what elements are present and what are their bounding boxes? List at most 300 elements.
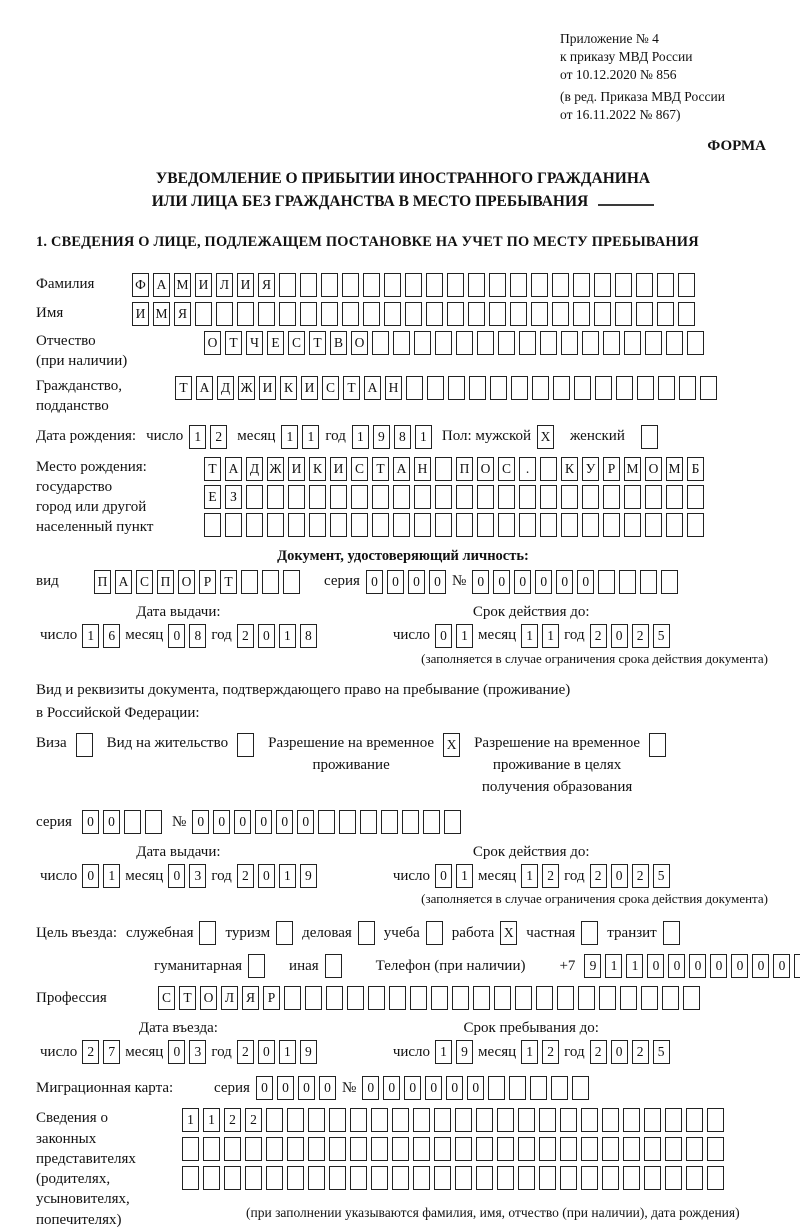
char-cell[interactable] [658, 376, 675, 400]
char-cell[interactable]: . [519, 457, 536, 481]
char-cell[interactable] [434, 1137, 451, 1161]
char-cell[interactable]: Я [258, 273, 275, 297]
char-cell[interactable]: 1 [182, 1108, 199, 1132]
char-cell[interactable] [363, 273, 380, 297]
char-cell[interactable] [624, 513, 641, 537]
char-cell[interactable] [574, 376, 591, 400]
char-cell[interactable] [435, 331, 452, 355]
char-cell[interactable] [245, 1166, 262, 1190]
char-cell[interactable]: Т [220, 570, 237, 594]
char-cell[interactable]: 9 [300, 1040, 317, 1064]
char-cell[interactable] [413, 1137, 430, 1161]
char-cell[interactable] [603, 331, 620, 355]
char-cell[interactable] [518, 1108, 535, 1132]
char-cell[interactable]: 0 [255, 810, 272, 834]
char-cell[interactable] [350, 1166, 367, 1190]
char-cell[interactable] [489, 302, 506, 326]
char-cell[interactable] [578, 986, 595, 1010]
char-cell[interactable] [581, 1166, 598, 1190]
char-cell[interactable]: 9 [584, 954, 601, 978]
char-cell[interactable] [372, 331, 389, 355]
char-cell[interactable] [371, 1108, 388, 1132]
char-cell[interactable]: 0 [472, 570, 489, 594]
char-cell[interactable] [560, 1166, 577, 1190]
char-cell[interactable] [665, 1108, 682, 1132]
char-cell[interactable] [497, 1108, 514, 1132]
char-cell[interactable]: 1 [279, 1040, 296, 1064]
char-cell[interactable]: 1 [279, 624, 296, 648]
char-cell[interactable] [284, 986, 301, 1010]
char-cell[interactable] [540, 513, 557, 537]
char-cell[interactable] [552, 273, 569, 297]
char-cell[interactable] [594, 273, 611, 297]
edu-residence-checkbox[interactable] [649, 733, 666, 757]
char-cell[interactable]: 0 [556, 570, 573, 594]
char-cell[interactable]: Д [246, 457, 263, 481]
char-cell[interactable] [666, 331, 683, 355]
char-cell[interactable] [279, 302, 296, 326]
char-cell[interactable] [434, 1166, 451, 1190]
char-cell[interactable] [329, 1108, 346, 1132]
char-cell[interactable]: 2 [632, 1040, 649, 1064]
char-cell[interactable]: 1 [435, 1040, 452, 1064]
char-cell[interactable] [384, 273, 401, 297]
char-cell[interactable] [498, 485, 515, 509]
char-cell[interactable] [351, 513, 368, 537]
char-cell[interactable]: Ч [246, 331, 263, 355]
char-cell[interactable] [623, 1108, 640, 1132]
char-cell[interactable]: 7 [103, 1040, 120, 1064]
char-cell[interactable] [531, 273, 548, 297]
char-cell[interactable]: 3 [189, 864, 206, 888]
char-cell[interactable] [426, 302, 443, 326]
char-cell[interactable]: С [288, 331, 305, 355]
char-cell[interactable] [560, 1108, 577, 1132]
char-cell[interactable]: 2 [542, 864, 559, 888]
char-cell[interactable] [645, 331, 662, 355]
char-cell[interactable]: М [624, 457, 641, 481]
char-cell[interactable] [623, 1137, 640, 1161]
char-cell[interactable] [530, 1076, 547, 1100]
char-cell[interactable] [582, 513, 599, 537]
char-cell[interactable] [640, 570, 657, 594]
char-cell[interactable]: 2 [237, 1040, 254, 1064]
char-cell[interactable] [246, 485, 263, 509]
char-cell[interactable]: 0 [611, 1040, 628, 1064]
char-cell[interactable] [321, 302, 338, 326]
char-cell[interactable]: Е [267, 331, 284, 355]
tourism-checkbox[interactable] [276, 921, 293, 945]
char-cell[interactable] [384, 302, 401, 326]
temp-residence-checkbox[interactable]: X [443, 733, 460, 757]
char-cell[interactable] [267, 513, 284, 537]
char-cell[interactable]: С [322, 376, 339, 400]
char-cell[interactable] [305, 986, 322, 1010]
char-cell[interactable] [665, 1137, 682, 1161]
char-cell[interactable]: 0 [276, 810, 293, 834]
char-cell[interactable] [581, 1108, 598, 1132]
char-cell[interactable] [372, 485, 389, 509]
char-cell[interactable]: 6 [103, 624, 120, 648]
char-cell[interactable]: 0 [731, 954, 748, 978]
char-cell[interactable]: 0 [467, 1076, 484, 1100]
char-cell[interactable] [266, 1137, 283, 1161]
char-cell[interactable] [392, 1137, 409, 1161]
commercial-checkbox[interactable] [358, 921, 375, 945]
char-cell[interactable] [473, 986, 490, 1010]
char-cell[interactable]: 9 [300, 864, 317, 888]
char-cell[interactable]: 0 [297, 810, 314, 834]
char-cell[interactable]: 0 [611, 624, 628, 648]
char-cell[interactable]: 2 [542, 1040, 559, 1064]
char-cell[interactable]: П [94, 570, 111, 594]
char-cell[interactable]: 2 [590, 624, 607, 648]
char-cell[interactable]: Ж [238, 376, 255, 400]
char-cell[interactable] [510, 302, 527, 326]
char-cell[interactable]: А [196, 376, 213, 400]
char-cell[interactable] [447, 302, 464, 326]
char-cell[interactable]: 0 [425, 1076, 442, 1100]
char-cell[interactable]: 9 [456, 1040, 473, 1064]
char-cell[interactable] [225, 513, 242, 537]
char-cell[interactable] [393, 331, 410, 355]
char-cell[interactable]: Н [385, 376, 402, 400]
char-cell[interactable]: 0 [213, 810, 230, 834]
char-cell[interactable] [216, 302, 233, 326]
char-cell[interactable] [683, 986, 700, 1010]
char-cell[interactable]: 0 [234, 810, 251, 834]
char-cell[interactable] [616, 376, 633, 400]
char-cell[interactable]: 1 [281, 425, 298, 449]
char-cell[interactable] [204, 513, 221, 537]
char-cell[interactable] [434, 1108, 451, 1132]
char-cell[interactable] [381, 810, 398, 834]
char-cell[interactable] [539, 1108, 556, 1132]
char-cell[interactable]: И [301, 376, 318, 400]
char-cell[interactable] [497, 1137, 514, 1161]
char-cell[interactable] [392, 1166, 409, 1190]
char-cell[interactable]: 2 [632, 864, 649, 888]
char-cell[interactable] [707, 1108, 724, 1132]
char-cell[interactable]: 2 [224, 1108, 241, 1132]
char-cell[interactable] [552, 302, 569, 326]
char-cell[interactable]: 0 [647, 954, 664, 978]
char-cell[interactable] [657, 273, 674, 297]
char-cell[interactable]: Я [174, 302, 191, 326]
char-cell[interactable] [203, 1137, 220, 1161]
char-cell[interactable] [666, 513, 683, 537]
char-cell[interactable] [468, 302, 485, 326]
char-cell[interactable]: У [582, 457, 599, 481]
char-cell[interactable] [477, 331, 494, 355]
char-cell[interactable]: 8 [189, 624, 206, 648]
char-cell[interactable] [287, 1108, 304, 1132]
char-cell[interactable] [124, 810, 141, 834]
char-cell[interactable] [515, 986, 532, 1010]
char-cell[interactable]: О [204, 331, 221, 355]
char-cell[interactable] [300, 273, 317, 297]
char-cell[interactable] [510, 273, 527, 297]
char-cell[interactable] [423, 810, 440, 834]
char-cell[interactable]: 0 [258, 1040, 275, 1064]
char-cell[interactable]: 5 [653, 624, 670, 648]
char-cell[interactable] [539, 1137, 556, 1161]
char-cell[interactable] [557, 986, 574, 1010]
char-cell[interactable]: Р [603, 457, 620, 481]
char-cell[interactable] [326, 986, 343, 1010]
char-cell[interactable] [266, 1166, 283, 1190]
char-cell[interactable]: 1 [626, 954, 643, 978]
char-cell[interactable] [452, 986, 469, 1010]
char-cell[interactable] [456, 485, 473, 509]
char-cell[interactable] [203, 1166, 220, 1190]
char-cell[interactable]: 9 [373, 425, 390, 449]
char-cell[interactable]: О [645, 457, 662, 481]
char-cell[interactable]: Д [217, 376, 234, 400]
char-cell[interactable] [444, 810, 461, 834]
char-cell[interactable]: И [195, 273, 212, 297]
char-cell[interactable]: 1 [456, 864, 473, 888]
char-cell[interactable]: 1 [189, 425, 206, 449]
char-cell[interactable]: 0 [319, 1076, 336, 1100]
char-cell[interactable]: О [200, 986, 217, 1010]
char-cell[interactable] [371, 1166, 388, 1190]
char-cell[interactable]: 0 [514, 570, 531, 594]
char-cell[interactable] [393, 513, 410, 537]
char-cell[interactable] [371, 1137, 388, 1161]
char-cell[interactable] [342, 302, 359, 326]
char-cell[interactable] [406, 376, 423, 400]
char-cell[interactable] [494, 986, 511, 1010]
char-cell[interactable] [620, 986, 637, 1010]
char-cell[interactable] [707, 1166, 724, 1190]
char-cell[interactable] [363, 302, 380, 326]
char-cell[interactable] [342, 273, 359, 297]
char-cell[interactable]: 8 [394, 425, 411, 449]
char-cell[interactable] [455, 1166, 472, 1190]
char-cell[interactable] [224, 1137, 241, 1161]
char-cell[interactable] [288, 485, 305, 509]
char-cell[interactable]: 1 [203, 1108, 220, 1132]
char-cell[interactable] [687, 485, 704, 509]
char-cell[interactable] [582, 331, 599, 355]
char-cell[interactable] [536, 986, 553, 1010]
char-cell[interactable] [645, 513, 662, 537]
char-cell[interactable]: 0 [103, 810, 120, 834]
visa-checkbox[interactable] [76, 733, 93, 757]
char-cell[interactable] [602, 1108, 619, 1132]
char-cell[interactable]: О [351, 331, 368, 355]
char-cell[interactable] [518, 1166, 535, 1190]
char-cell[interactable] [615, 302, 632, 326]
char-cell[interactable]: 8 [300, 624, 317, 648]
char-cell[interactable]: 0 [82, 864, 99, 888]
char-cell[interactable] [678, 273, 695, 297]
char-cell[interactable]: Ф [132, 273, 149, 297]
char-cell[interactable] [594, 302, 611, 326]
char-cell[interactable]: 2 [632, 624, 649, 648]
char-cell[interactable] [657, 302, 674, 326]
char-cell[interactable] [300, 302, 317, 326]
char-cell[interactable] [519, 485, 536, 509]
char-cell[interactable] [435, 485, 452, 509]
char-cell[interactable] [477, 485, 494, 509]
char-cell[interactable]: 0 [298, 1076, 315, 1100]
char-cell[interactable]: Т [179, 986, 196, 1010]
char-cell[interactable] [519, 331, 536, 355]
char-cell[interactable]: 1 [279, 864, 296, 888]
char-cell[interactable] [498, 331, 515, 355]
char-cell[interactable] [347, 986, 364, 1010]
char-cell[interactable]: 0 [535, 570, 552, 594]
char-cell[interactable] [224, 1166, 241, 1190]
char-cell[interactable]: Ж [267, 457, 284, 481]
char-cell[interactable]: Р [199, 570, 216, 594]
char-cell[interactable] [258, 302, 275, 326]
char-cell[interactable] [329, 1137, 346, 1161]
char-cell[interactable]: 0 [611, 864, 628, 888]
char-cell[interactable] [581, 1137, 598, 1161]
char-cell[interactable] [490, 376, 507, 400]
char-cell[interactable] [360, 810, 377, 834]
char-cell[interactable]: М [666, 457, 683, 481]
char-cell[interactable] [350, 1137, 367, 1161]
private-checkbox[interactable] [581, 921, 598, 945]
char-cell[interactable] [540, 457, 557, 481]
char-cell[interactable] [624, 485, 641, 509]
char-cell[interactable] [624, 331, 641, 355]
char-cell[interactable]: 0 [435, 624, 452, 648]
char-cell[interactable] [287, 1137, 304, 1161]
char-cell[interactable]: З [225, 485, 242, 509]
char-cell[interactable] [619, 570, 636, 594]
char-cell[interactable] [561, 513, 578, 537]
char-cell[interactable] [456, 331, 473, 355]
char-cell[interactable] [661, 570, 678, 594]
char-cell[interactable]: А [153, 273, 170, 297]
char-cell[interactable] [532, 376, 549, 400]
char-cell[interactable] [488, 1076, 505, 1100]
sex-female-checkbox[interactable] [641, 425, 658, 449]
char-cell[interactable]: Т [225, 331, 242, 355]
char-cell[interactable]: Е [204, 485, 221, 509]
char-cell[interactable]: О [477, 457, 494, 481]
char-cell[interactable] [573, 273, 590, 297]
char-cell[interactable] [405, 302, 422, 326]
char-cell[interactable] [182, 1166, 199, 1190]
char-cell[interactable] [615, 273, 632, 297]
char-cell[interactable]: Т [204, 457, 221, 481]
char-cell[interactable] [686, 1108, 703, 1132]
char-cell[interactable]: 0 [446, 1076, 463, 1100]
char-cell[interactable] [431, 986, 448, 1010]
char-cell[interactable] [636, 302, 653, 326]
char-cell[interactable]: И [288, 457, 305, 481]
work-checkbox[interactable]: X [500, 921, 517, 945]
char-cell[interactable] [603, 485, 620, 509]
char-cell[interactable] [687, 331, 704, 355]
char-cell[interactable] [645, 485, 662, 509]
char-cell[interactable] [794, 954, 800, 978]
char-cell[interactable] [414, 331, 431, 355]
char-cell[interactable] [456, 513, 473, 537]
char-cell[interactable] [561, 331, 578, 355]
char-cell[interactable]: 1 [456, 624, 473, 648]
char-cell[interactable] [511, 376, 528, 400]
char-cell[interactable] [561, 485, 578, 509]
char-cell[interactable] [330, 485, 347, 509]
char-cell[interactable]: 1 [302, 425, 319, 449]
char-cell[interactable]: 2 [245, 1108, 262, 1132]
char-cell[interactable] [531, 302, 548, 326]
char-cell[interactable] [666, 485, 683, 509]
char-cell[interactable] [551, 1076, 568, 1100]
char-cell[interactable] [498, 513, 515, 537]
char-cell[interactable]: Л [216, 273, 233, 297]
char-cell[interactable] [321, 273, 338, 297]
char-cell[interactable] [468, 273, 485, 297]
char-cell[interactable] [497, 1166, 514, 1190]
char-cell[interactable]: 0 [258, 864, 275, 888]
char-cell[interactable] [330, 513, 347, 537]
char-cell[interactable] [476, 1166, 493, 1190]
char-cell[interactable] [339, 810, 356, 834]
char-cell[interactable] [489, 273, 506, 297]
char-cell[interactable]: 0 [689, 954, 706, 978]
char-cell[interactable] [602, 1137, 619, 1161]
char-cell[interactable]: 0 [277, 1076, 294, 1100]
char-cell[interactable] [287, 1166, 304, 1190]
char-cell[interactable] [477, 513, 494, 537]
char-cell[interactable]: 1 [521, 1040, 538, 1064]
char-cell[interactable] [572, 1076, 589, 1100]
char-cell[interactable]: 1 [103, 864, 120, 888]
char-cell[interactable] [599, 986, 616, 1010]
char-cell[interactable]: Н [414, 457, 431, 481]
char-cell[interactable]: 0 [752, 954, 769, 978]
char-cell[interactable] [182, 1137, 199, 1161]
char-cell[interactable] [595, 376, 612, 400]
char-cell[interactable] [602, 1166, 619, 1190]
char-cell[interactable]: 2 [590, 1040, 607, 1064]
char-cell[interactable]: 0 [435, 864, 452, 888]
char-cell[interactable]: П [456, 457, 473, 481]
other-checkbox[interactable] [325, 954, 342, 978]
char-cell[interactable]: Б [687, 457, 704, 481]
char-cell[interactable]: 5 [653, 864, 670, 888]
char-cell[interactable] [245, 1137, 262, 1161]
char-cell[interactable] [598, 570, 615, 594]
sex-male-checkbox[interactable]: X [537, 425, 554, 449]
char-cell[interactable] [540, 331, 557, 355]
char-cell[interactable]: 0 [168, 624, 185, 648]
char-cell[interactable] [410, 986, 427, 1010]
char-cell[interactable] [636, 273, 653, 297]
char-cell[interactable] [308, 1137, 325, 1161]
char-cell[interactable] [426, 273, 443, 297]
char-cell[interactable] [447, 273, 464, 297]
char-cell[interactable] [350, 1108, 367, 1132]
char-cell[interactable] [573, 302, 590, 326]
char-cell[interactable]: Т [175, 376, 192, 400]
char-cell[interactable]: С [351, 457, 368, 481]
char-cell[interactable] [392, 1108, 409, 1132]
char-cell[interactable]: И [237, 273, 254, 297]
char-cell[interactable]: Т [372, 457, 389, 481]
char-cell[interactable]: А [115, 570, 132, 594]
char-cell[interactable] [308, 1166, 325, 1190]
char-cell[interactable] [413, 1166, 430, 1190]
